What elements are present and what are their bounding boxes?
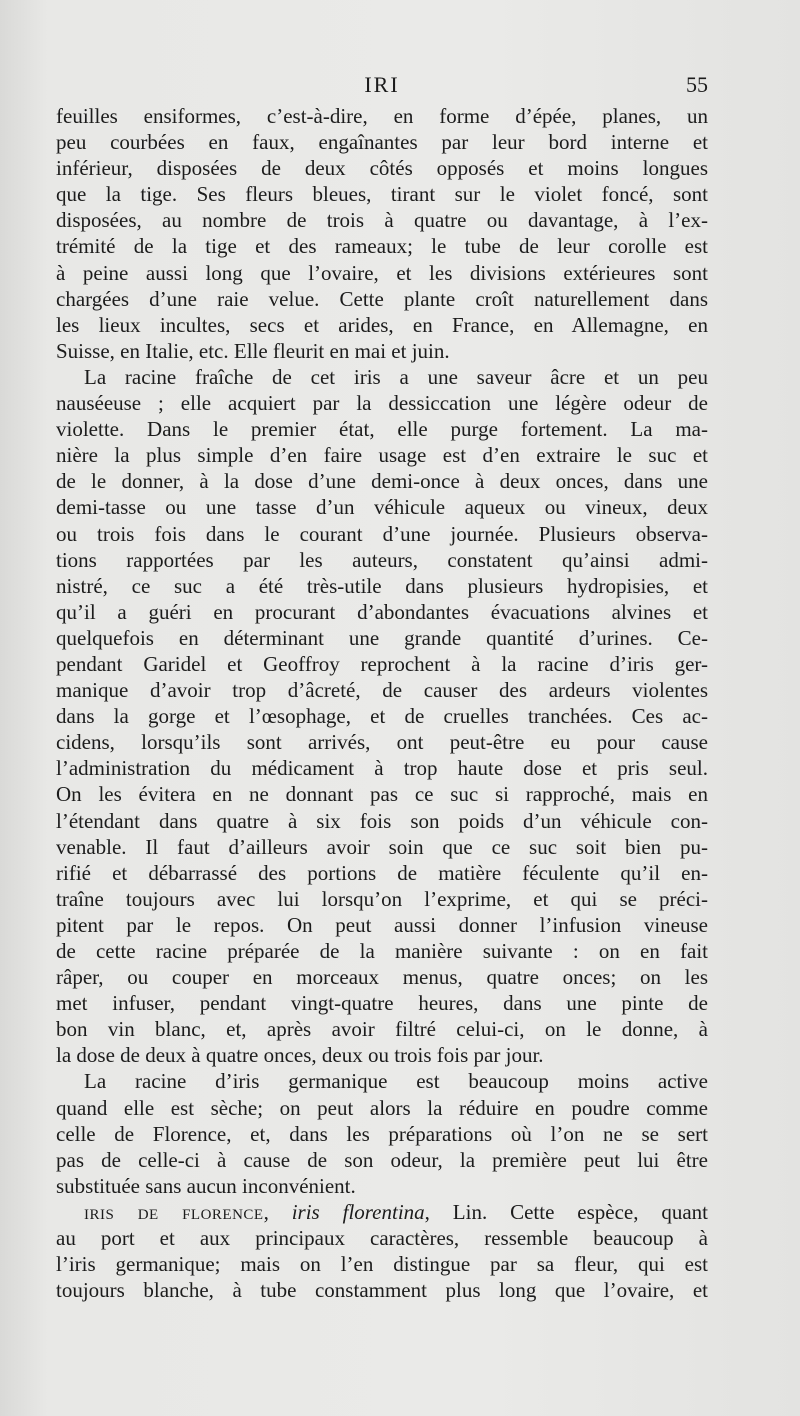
text-line: de cette racine préparée de la manière suivante : on en fait (56, 939, 708, 963)
text-line: les lieux incultes, secs et arides, en France, en Allemagne, en (56, 312, 708, 337)
text-line: cidens, lorsqu’ils sont arrivés, ont peut-être eu pour cause (56, 730, 708, 755)
text-line: venable. Il faut d’ailleurs avoir soin que ce suc soit bien pu- (56, 834, 708, 859)
latin-binomial: iris florentina (291, 1199, 425, 1224)
text-line: qu’il a guéri en procurant d’abondantes évacuations alvines et (56, 599, 708, 624)
text-line: au port et aux principaux caractères, ressemble beaucoup à (56, 1226, 708, 1251)
text-line: Suisse, en Italie, etc. Elle fleurit en mai et juin. (56, 338, 450, 363)
text-line: râper, ou couper en morceaux menus, quatre onces; on les (56, 965, 708, 990)
text-line: met infuser, pendant vingt-quatre heures, dans une pinte de (56, 991, 708, 1016)
text-line: de le donner, à la dose d’une demi-once à deux onces, dans une (56, 469, 708, 494)
text-line: chargées d’une raie velue. Cette plante croît naturellement dans (56, 286, 708, 311)
text-line: l’étendant dans quatre à six fois son poids d’un véhicule con- (56, 808, 708, 833)
text-line: violette. Dans le premier état, elle purge fortement. La ma- (56, 417, 708, 442)
page-header (56, 72, 708, 104)
text-line: ou trois fois dans le courant d’une journée. Plusieurs observa- (56, 521, 708, 546)
text-line: celle de Florence, et, dans les préparations où l’on ne se sert (56, 1121, 708, 1146)
species-name-small-caps: iris de florence (84, 1199, 264, 1224)
text-line: nauséeuse ; elle acquiert par la dessiccation une légère odeur de (56, 391, 708, 416)
paragraph-start: La racine fraîche de cet iris a une saveur âcre et un peu (84, 364, 708, 389)
text-rest: , Lin. Cette espèce, quant (424, 1199, 708, 1224)
page-number: 55 (686, 72, 708, 97)
text-line: toujours blanche, à tube constamment plus long que l’ovaire, et (56, 1278, 708, 1303)
text-line: trémité de la tige et des rameaux; le tube de leur corolle est (56, 234, 708, 259)
text-line: que la tige. Ses fleurs bleues, tirant sur le violet foncé, sont (56, 182, 708, 207)
text-line: l’iris germanique; mais on l’en distingue par sa fleur, qui est (56, 1252, 708, 1277)
text-line: peu courbées en faux, engaînantes par leur bord interne et (56, 130, 708, 155)
text-line: feuilles ensiformes, c’est-à-dire, en forme d’épée, planes, un (56, 104, 708, 128)
text-line: quelquefois en déterminant une grande quantité d’urines. Ce- (56, 625, 708, 650)
running-title: IRI (364, 72, 400, 97)
separator: , (263, 1199, 292, 1224)
text-line: manique d’avoir trop d’âcreté, de causer des ardeurs violentes (56, 678, 708, 703)
text-line: nistré, ce suc a été très-utile dans plusieurs hydropisies, et (56, 573, 708, 598)
text-line: l’administration du médicament à trop haute dose et pris seul. (56, 756, 708, 781)
text-line: pendant Garidel et Geoffroy reprochent à la racine d’iris ger- (56, 651, 708, 676)
text-line: rifié et débarrassé des portions de matière féculente qu’il en- (56, 860, 708, 885)
text-line: inférieur, disposées de deux côtés opposés et moins longues (56, 156, 708, 181)
text-line: On les évitera en ne donnant pas ce suc si rapproché, mais en (56, 782, 708, 807)
text-line: à peine aussi long que l’ovaire, et les divisions extérieures sont (56, 260, 708, 285)
text-line: substituée sans aucun inconvénient. (56, 1173, 356, 1198)
text-line: disposées, au nombre de trois à quatre ou davantage, à l’ex- (56, 208, 708, 233)
body-text (56, 103, 708, 1303)
text-line: nière la plus simple d’en faire usage est d’en extraire le suc et (56, 443, 708, 468)
text-line: quand elle est sèche; on peut alors la réduire en poudre comme (56, 1095, 708, 1120)
text-line: tions rapportées par les auteurs, constatent qu’ainsi admi- (56, 547, 708, 572)
text-line: la dose de deux à quatre onces, deux ou trois fois par jour. (56, 1043, 544, 1068)
paragraph-start (56, 1199, 708, 1225)
text-line: bon vin blanc, et, après avoir filtré celui-ci, on le donne, à (56, 1017, 708, 1042)
paragraph-start: La racine d’iris germanique est beaucoup moins active (84, 1069, 708, 1094)
text-line: pas de celle-ci à cause de son odeur, la première peut lui être (56, 1147, 708, 1172)
text-line: dans la gorge et l’œsophage, et de cruelles tranchées. Ces ac- (56, 704, 708, 729)
text-line: demi-tasse ou une tasse d’un véhicule aqueux ou vineux, deux (56, 495, 708, 520)
text-line: traîne toujours avec lui lorsqu’on l’exprime, et qui se préci- (56, 886, 708, 911)
text-line: pitent par le repos. On peut aussi donner l’infusion vineuse (56, 912, 708, 937)
